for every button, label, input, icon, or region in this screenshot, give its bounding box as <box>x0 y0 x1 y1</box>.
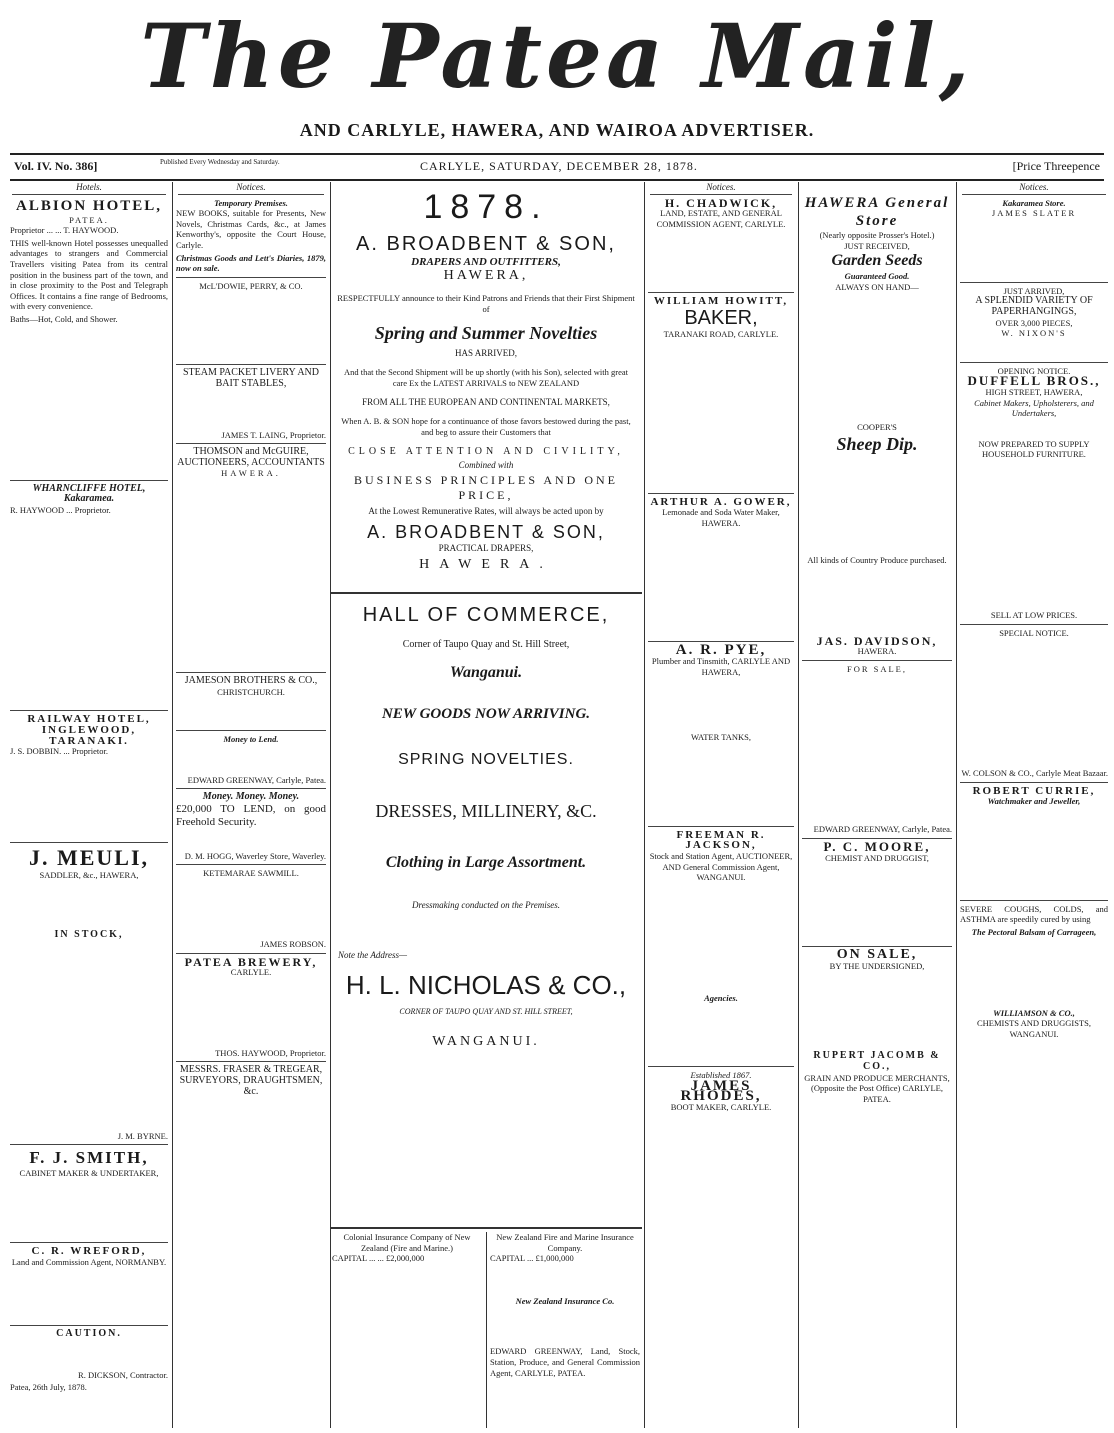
filler <box>490 1266 640 1296</box>
gower-subtitle: Lemonade and Soda Water Maker, HAWERA. <box>662 507 780 528</box>
divider <box>648 1066 794 1067</box>
divider <box>10 480 168 481</box>
filler <box>802 455 952 555</box>
baths-line: Baths—Hot, Cold, and Shower. <box>10 313 118 324</box>
ad-place: HAWERA, <box>443 268 529 283</box>
filler <box>648 229 794 289</box>
column-hotels <box>10 182 168 1428</box>
cabinet-makers: Cabinet Makers, Upholsterers, and Undertakers, <box>974 397 1094 419</box>
books-notice: NEW BOOKS, suitable for Presents, New Novels, Christmas Cards, &c., at James Kenworthy's, opposite the Court House, Carlyle. <box>176 208 326 250</box>
coopers: COOPER'S <box>857 422 897 433</box>
column-notices-4 <box>960 182 1108 1428</box>
twenty-thousand: £20,000 TO LEND, on good Freehold Security. <box>176 802 326 828</box>
guaranteed-good: Guaranteed Good. <box>844 271 910 282</box>
gower-title: ARTHUR A. GOWER, <box>650 495 792 508</box>
wreford-title: C. R. WREFORD, <box>31 1245 147 1258</box>
divider <box>960 282 1108 283</box>
column-rule <box>956 182 957 1428</box>
column-header: Notices. <box>178 182 324 195</box>
ad-year: 1878. <box>423 188 549 226</box>
nicholas-advertisement <box>330 600 642 1220</box>
filler <box>802 566 952 636</box>
filler <box>960 807 1108 897</box>
ad-firm-2: A. BROADBENT & SON, <box>367 522 605 542</box>
mcdowie-title: McL'DOWIE, PERRY, & CO. <box>199 280 303 291</box>
column-rule <box>486 1232 487 1428</box>
brewery-title: PATEA BREWERY, <box>184 954 318 969</box>
ad-hawera: HAWERA. <box>419 557 553 572</box>
volume-number: Vol. IV. No. 386] <box>14 159 98 173</box>
greenway-agent: EDWARD GREENWAY, Land, Stock, Station, Produce, and General Commission Agent, CARLYLE, PATEA. <box>490 1346 640 1378</box>
filler <box>960 219 1108 279</box>
kakaramea-store: Kakaramea Store. <box>1002 197 1066 208</box>
column-rule <box>798 182 799 1428</box>
filler <box>10 517 168 707</box>
in-stock: IN STOCK, <box>54 929 124 941</box>
filler <box>10 1179 168 1239</box>
filler <box>802 182 952 194</box>
jackson-subtitle: Stock and Station Agent, AUCTIONEER, AND General Commission Agent, WANGANUI. <box>649 850 793 883</box>
laing-signature: JAMES T. LAING, Proprietor. <box>221 429 326 440</box>
coughs-notice: SEVERE COUGHS, COLDS, and ASTHMA are speedily cured by using <box>960 903 1108 925</box>
column-notices-2 <box>648 182 794 1428</box>
divider <box>176 443 326 444</box>
williamson-place: CHEMISTS AND DRUGGISTS, WANGANUI. <box>976 1018 1092 1039</box>
chadwick-title: H. CHADWICK, <box>664 195 778 210</box>
filler <box>10 941 168 1131</box>
divider <box>176 788 326 789</box>
currie-subtitle: Watchmaker and Jeweller, <box>987 796 1081 807</box>
divider <box>176 730 326 731</box>
filler <box>176 831 326 851</box>
filler <box>176 697 326 727</box>
steam-stables: STEAM PACKET LIVERY AND BAIT STABLES, <box>182 367 320 389</box>
general-store: HAWERA General Store <box>804 195 950 229</box>
jacomb-subtitle: GRAIN AND PRODUCE MERCHANTS, (Opposite the Post Office) CARLYLE, PATEA. <box>804 1072 950 1104</box>
dressmaking: Dressmaking conducted on the Premises. <box>411 900 561 910</box>
thomson-place: HAWERA. <box>221 468 281 479</box>
colson-signature: W. COLSON & CO., Carlyle Meat Bazaar. <box>961 768 1108 779</box>
filler <box>176 978 326 1048</box>
byrne-signature: J. M. BYRNE. <box>117 1130 168 1141</box>
albion-title: ALBION HOTEL, <box>15 197 163 214</box>
filler <box>960 638 1108 768</box>
nz-fire-capital: CAPITAL ... £1,000,000 <box>490 1253 574 1264</box>
undersigned: BY THE UNDERSIGNED, <box>829 960 925 971</box>
hall-corner: Corner of Taupo Quay and St. Hill Street, <box>402 639 570 650</box>
williamson-title: WILLIAMSON & CO., <box>993 1007 1075 1018</box>
column-header: Notices. <box>962 182 1106 195</box>
thomson-title: THOMSON and McGUIRE, AUCTIONEERS, ACCOUNTANTS <box>177 446 325 468</box>
ad-combined: Combined with <box>458 460 514 470</box>
always-on-hand: ALWAYS ON HAND— <box>835 281 919 292</box>
filler <box>648 677 794 732</box>
jameson-title: JAMESON BROTHERS & CO., <box>184 674 318 686</box>
column-notices-3 <box>802 182 952 1428</box>
caution-title: CAUTION. <box>56 1328 122 1340</box>
ad-markets: FROM ALL THE EUROPEAN AND CONTINENTAL MARKETS, <box>362 397 610 407</box>
divider <box>960 362 1108 363</box>
col1-footer: Patea, 26th July, 1878. <box>10 1382 87 1393</box>
new-goods: NEW GOODS NOW ARRIVING. <box>381 706 591 722</box>
divider <box>176 1061 326 1062</box>
chadwick-subtitle: LAND, ESTATE, AND GENERAL COMMISSION AGENT, CARLYLE. <box>656 208 786 229</box>
nicholas-wanganui: WANGANUI. <box>432 1034 540 1049</box>
country-produce: All kinds of Country Produce purchased. <box>807 554 947 565</box>
filler <box>10 1267 168 1322</box>
nicholas-firm: H. L. NICHOLAS & CO., <box>345 970 627 1000</box>
divider <box>330 592 642 594</box>
haywood-signature: THOS. HAYWOOD, Proprietor. <box>215 1047 326 1058</box>
smith-subtitle: CABINET MAKER & UNDERTAKER, <box>19 1168 159 1179</box>
smith-title: F. J. SMITH, <box>29 1148 149 1168</box>
divider <box>10 1325 168 1326</box>
for-sale: FOR SALE, <box>846 663 908 674</box>
ad-second: And that the Second Shipment will be up shortly (with his Son), selected with great care Ex the LATEST ARRIVALS to NEW ZEALAND <box>344 366 628 388</box>
filler <box>10 880 168 930</box>
fraser-title: MESSRS. FRASER & TREGEAR, SURVEYORS, DRAUGHTSMEN, &c. <box>179 1064 323 1097</box>
hogg-signature: D. M. HOGG, Waverley Store, Waverley. <box>184 850 326 861</box>
ad-intro: RESPECTFULLY announce to their Kind Patrons and Friends that their First Shipment of <box>337 292 635 314</box>
railway-hotel: RAILWAY HOTEL, INGLEWOOD, TARANAKI. <box>27 713 151 747</box>
divider <box>176 953 326 954</box>
nz-fire-title: New Zealand Fire and Marine Insurance Company. <box>496 1232 634 1253</box>
divider <box>176 277 326 278</box>
just-received: JUST RECEIVED, <box>844 240 910 251</box>
filler <box>648 883 794 993</box>
store-location: (Nearly opposite Prosser's Hotel.) <box>819 230 935 240</box>
filler <box>648 743 794 823</box>
duffell-title: DUFFELL BROS., <box>967 373 1101 389</box>
wharncliffe-proprietor: R. HAYWOOD ... Proprietor. <box>10 504 111 515</box>
divider <box>10 1242 168 1243</box>
albion-place: PATEA. <box>69 214 109 225</box>
colonial-capital: CAPITAL ... ... £2,000,000 <box>332 1253 425 1264</box>
newspaper-subtitle: AND CARLYLE, HAWERA, AND WAIROA ADVERTISER. <box>299 120 815 140</box>
just-arrived: JUST ARRIVED, <box>1003 285 1065 296</box>
ad-novelties: Spring and Summer Novelties <box>374 323 598 343</box>
column-rule <box>172 182 173 1428</box>
jameson-place: CHRISTCHURCH. <box>217 686 285 697</box>
agencies: Agencies. <box>704 992 738 1003</box>
on-sale: ON SALE, <box>836 947 918 963</box>
temporary-premises: Temporary Premises. <box>214 197 288 208</box>
pye-title: A. R. PYE, <box>675 642 767 659</box>
filler <box>176 745 326 775</box>
column-rule <box>644 182 645 1428</box>
rhodes-subtitle: BOOT MAKER, CARLYLE. <box>670 1102 772 1113</box>
publication-days: Published Every Wednesday and Saturday. <box>160 158 280 166</box>
money-to-lend: Money to Lend. <box>223 734 279 745</box>
filler <box>176 291 326 361</box>
greenway-signature-2: EDWARD GREENWAY, Carlyle, Patea. <box>813 824 952 835</box>
filler <box>176 390 326 430</box>
filler <box>802 674 952 824</box>
filler <box>960 460 1108 610</box>
clothing-assortment: Clothing in Large Assortment. <box>385 854 587 871</box>
divider <box>802 660 952 661</box>
dickson-signature: R. DICKSON, Contractor. <box>78 1369 168 1380</box>
slater-title: JAMES SLATER <box>991 208 1077 219</box>
dresses-millinery: DRESSES, MILLINERY, &C. <box>375 801 597 821</box>
garden-seeds: Garden Seeds <box>831 252 923 270</box>
filler <box>490 1306 640 1346</box>
davidson-place: HAWERA. <box>857 646 897 657</box>
divider <box>176 672 326 673</box>
filler <box>802 863 952 943</box>
established: Established 1867. <box>690 1070 752 1081</box>
albion-text: THIS well-known Hotel possesses unequalled advantages to strangers and Commercial Travellers visiting Patea from its central position in the business part of the town, and in close proximity to the Post and Telegraph Offices. It contains a fine range of Bedrooms, with every convenience. <box>10 237 168 312</box>
divider <box>330 1227 642 1229</box>
note-address: Note the Address— <box>338 950 407 960</box>
divider <box>960 900 1108 901</box>
wreford-subtitle: Land and Commission Agent, NORMANBY. <box>11 1256 167 1267</box>
special-notice: SPECIAL NOTICE. <box>999 627 1069 638</box>
filler <box>176 879 326 939</box>
rhodes-title: JAMES RHODES, <box>680 1077 762 1105</box>
ad-lowest: At the Lowest Remunerative Rates, will always be acted upon by <box>368 506 604 516</box>
hall-of-commerce: HALL OF COMMERCE, <box>362 604 610 626</box>
column-notices-1 <box>176 182 326 1428</box>
pye-subtitle: Plumber and Tinsmith, CARLYLE AND HAWERA, <box>651 655 791 677</box>
brewery-place: CARLYLE. <box>230 967 272 978</box>
filler <box>960 419 1108 439</box>
divider <box>648 292 794 293</box>
divider <box>176 864 326 865</box>
davidson-title: JAS. DAVIDSON, <box>816 633 938 648</box>
place-date: CARLYLE, SATURDAY, DECEMBER 28, 1878. <box>420 159 698 173</box>
filler <box>10 759 168 839</box>
robson-signature: JAMES ROBSON. <box>260 939 326 950</box>
ad-close: CLOSE ATTENTION AND CIVILITY, <box>348 446 624 457</box>
divider <box>648 826 794 827</box>
dateline <box>10 153 1104 181</box>
ad-hope: When A. B. & SON hope for a continuance of those favors bestowed during the past, and beg to assure their Customers that <box>341 415 631 437</box>
divider <box>10 1144 168 1145</box>
meuli-subtitle: SADDLER, &c., HAWERA, <box>39 869 139 880</box>
duffell-address: HIGH STREET, HAWERA, <box>985 386 1083 397</box>
columns <box>10 182 1110 1430</box>
filler <box>960 938 1108 1008</box>
divider <box>648 493 794 494</box>
filler <box>648 528 794 638</box>
spring-novelties: SPRING NOVELTIES. <box>398 751 574 768</box>
meuli-title: J. MEULI, <box>28 844 150 870</box>
divider <box>176 364 326 365</box>
filler <box>10 327 168 477</box>
column-header: Notices. <box>650 182 792 195</box>
opening-notice: OPENING NOTICE. <box>997 365 1071 376</box>
column-header: Hotels. <box>12 182 166 195</box>
wharncliffe-hotel: WHARNCLIFFE HOTEL, Kakaramea. <box>32 482 146 505</box>
howitt-title: WILLIAM HOWITT, <box>653 295 789 308</box>
money-money: Money. Money. Money. <box>202 791 300 803</box>
divider <box>10 710 168 711</box>
ad-practical: PRACTICAL DRAPERS, <box>438 543 534 553</box>
price: [Price Threepence <box>1012 159 1100 173</box>
filler <box>648 1003 794 1063</box>
filler <box>960 339 1108 359</box>
divider <box>10 842 168 843</box>
albion-proprietor: Proprietor ... ... T. HAYWOOD. <box>10 225 119 236</box>
now-prepared: NOW PREPARED TO SUPPLY <box>978 438 1090 449</box>
hall-wanganui: Wanganui. <box>449 664 523 681</box>
filler <box>802 971 952 1051</box>
baker-title: BAKER, <box>684 306 758 329</box>
diaries-notice: Christmas Goods and Lett's Diaries, 1879, now on sale. <box>176 252 326 274</box>
ad-drapers: DRAPERS AND OUTFITTERS, <box>411 256 561 268</box>
filler <box>648 340 794 490</box>
masthead <box>0 0 1114 150</box>
ad-arrived: HAS ARRIVED, <box>454 348 517 358</box>
ketemarae-title: KETEMARAE SAWMILL. <box>203 868 299 879</box>
colonial-insurance <box>332 1232 482 1428</box>
filler <box>176 479 326 669</box>
household-furniture: HOUSEHOLD FURNITURE. <box>982 449 1086 460</box>
jacomb-title: RUPERT JACOMB & CO., <box>813 1050 941 1072</box>
moore-subtitle: CHEMIST AND DRUGGIST, <box>825 852 929 863</box>
over-pieces: OVER 3,000 PIECES, <box>995 317 1073 328</box>
ad-principles: BUSINESS PRINCIPLES AND ONE PRICE, <box>353 473 619 502</box>
sheep-dip: Sheep Dip. <box>836 433 918 454</box>
divider <box>960 624 1108 625</box>
pectoral-balsam: The Pectoral Balsam of Carrageen, <box>971 927 1097 938</box>
newspaper-title: The Patea Mail, <box>140 4 974 108</box>
currie-title: ROBERT CURRIE, <box>972 784 1096 797</box>
nz-fire-insurance <box>490 1232 640 1428</box>
ad-firm: A. BROADBENT & SON, <box>356 233 616 255</box>
moore-title: P. C. MOORE, <box>823 838 931 854</box>
colonial-title: Colonial Insurance Company of New Zealand (Fire and Marine.) <box>343 1232 471 1253</box>
divider <box>960 782 1108 783</box>
sell-low: SELL AT LOW PRICES. <box>990 609 1078 620</box>
greenway-signature: EDWARD GREENWAY, Carlyle, Patea. <box>187 774 326 785</box>
nicholas-corner: CORNER OF TAUPO QUAY AND ST. HILL STREET, <box>399 1007 573 1016</box>
water-tanks: WATER TANKS, <box>690 732 752 743</box>
paperhangings: A SPLENDID VARIETY OF PAPERHANGINGS, <box>975 295 1093 317</box>
nixon: W. NIXON'S <box>1001 328 1067 339</box>
railway-proprietor: J. S. DOBBIN. ... Proprietor. <box>10 746 108 757</box>
nz-insurance-title: New Zealand Insurance Co. <box>515 1295 615 1306</box>
filler <box>802 292 952 422</box>
baker-address: TARANAKI ROAD, CARLYLE. <box>663 328 779 339</box>
filler <box>10 1340 168 1370</box>
jackson-title: FREEMAN R. JACKSON, <box>676 828 766 852</box>
